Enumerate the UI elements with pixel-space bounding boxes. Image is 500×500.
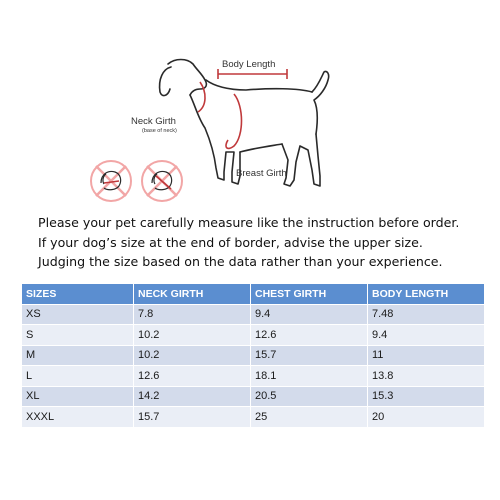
table-row (22, 304, 485, 325)
cell-neck-girth: 10.2 (134, 325, 251, 346)
measuring-instructions (38, 213, 478, 272)
cell-body-length: 15.3 (368, 386, 485, 407)
dog-collar-wrong-icon (91, 161, 131, 201)
dog-collar-wrong-icon (142, 161, 182, 201)
cell-body-length: 7.48 (368, 304, 485, 325)
header-body-length: BODY LENGTH (368, 284, 485, 305)
cell-neck-girth: 14.2 (134, 386, 251, 407)
cell-neck-girth: 10.2 (134, 345, 251, 366)
cell-chest-girth: 18.1 (251, 366, 368, 387)
cell-neck-girth: 7.8 (134, 304, 251, 325)
cell-size: XXXL (22, 407, 134, 428)
header-chest-girth: CHEST GIRTH (251, 284, 368, 305)
table-row (22, 386, 485, 407)
cell-size: M (22, 345, 134, 366)
table-row (22, 345, 485, 366)
cell-body-length: 9.4 (368, 325, 485, 346)
neck-girth-note: (base of neck) (142, 128, 177, 134)
instruction-line: If your dog’s size at the end of border, advise the upper size. (38, 234, 423, 250)
cell-chest-girth: 20.5 (251, 386, 368, 407)
cell-body-length: 11 (368, 345, 485, 366)
cell-size: L (22, 366, 134, 387)
cell-size: XS (22, 304, 134, 325)
instruction-line: Please your pet carefully measure like the instruction before order. (38, 215, 460, 230)
header-neck-girth: NECK GIRTH (134, 284, 251, 305)
neck-girth-label: Neck Girth (131, 116, 176, 127)
cell-neck-girth: 15.7 (134, 407, 251, 428)
cell-size: XL (22, 386, 134, 407)
table-row (22, 325, 485, 346)
cell-chest-girth: 25 (251, 407, 368, 428)
cell-body-length: 20 (368, 407, 485, 428)
cell-neck-girth: 12.6 (134, 366, 251, 387)
breast-girth-label: Breast Girth (236, 168, 287, 179)
dog-measurement-diagram (0, 0, 500, 205)
cell-chest-girth: 9.4 (251, 304, 368, 325)
cell-size: S (22, 325, 134, 346)
header-sizes: SIZES (22, 284, 134, 305)
table-row (22, 407, 485, 428)
table-header-row (22, 284, 485, 305)
measurement-lines (198, 69, 287, 148)
instruction-line: Judging the size based on the data rather than your experience. (38, 254, 443, 269)
body-length-label: Body Length (222, 59, 276, 70)
table-row (22, 366, 485, 387)
cell-body-length: 13.8 (368, 366, 485, 387)
cell-chest-girth: 12.6 (251, 325, 368, 346)
size-chart-table (21, 283, 485, 428)
cell-chest-girth: 15.7 (251, 345, 368, 366)
